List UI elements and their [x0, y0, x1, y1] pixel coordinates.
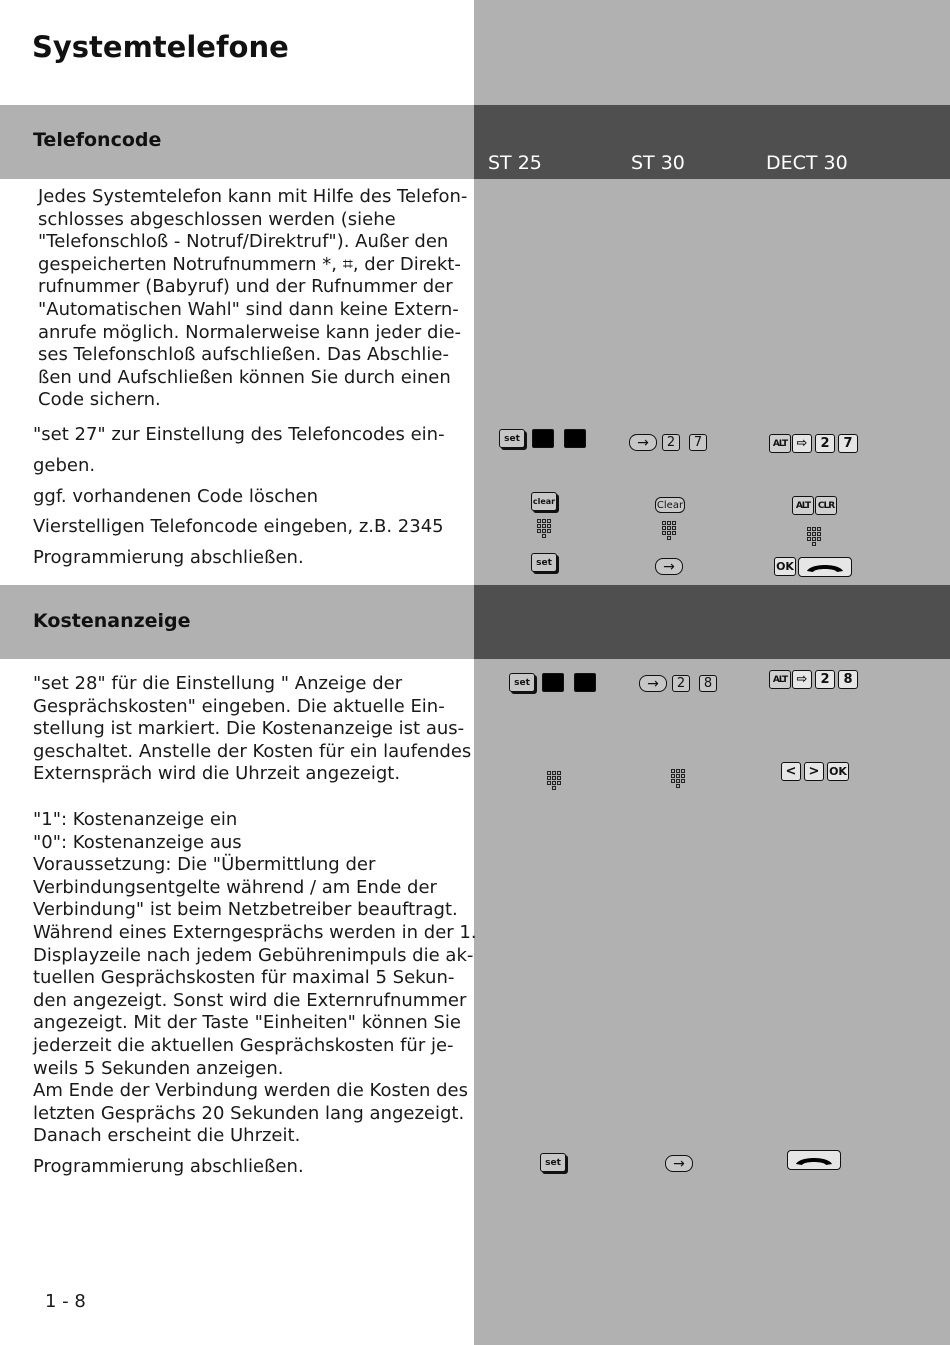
- dect-nav-right-key: >: [804, 762, 824, 781]
- st25-black-key-icon: [564, 429, 586, 448]
- dect-hangup-key: [798, 557, 852, 577]
- st25-black-key-icon: [542, 673, 564, 692]
- step-enter-code: Vierstelligen Telefoncode eingeben, z.B. 2345: [33, 516, 444, 537]
- st30-arrow-key: →: [655, 558, 683, 575]
- page-number: 1 - 8: [45, 1291, 86, 1312]
- dect-key-7: 7: [838, 434, 858, 453]
- st25-keypad-icon: [537, 519, 552, 539]
- st30-key-2: 2: [662, 434, 680, 451]
- handset-icon: [794, 1154, 834, 1166]
- dect-alt-key: ALT: [792, 496, 814, 515]
- column-header-st30: ST 30: [631, 152, 685, 174]
- st30-key-7: 7: [689, 434, 707, 451]
- kostenanzeige-intro: "set 28" für die Einstellung " Anzeige der Gesprächskosten" eingeben. Die aktuelle Ein- stellung ist markiert. Die Kostenanzeige ist aus- geschaltet. Anstelle der Kosten für ein laufendes Externspräch wird die Uhrzeit angezeigt.: [33, 673, 472, 785]
- st30-key-8: 8: [699, 675, 717, 692]
- st25-black-key-icon: [574, 673, 596, 692]
- st30-clear-key: Clear: [655, 497, 685, 513]
- handset-icon: [805, 561, 845, 573]
- dect-menu-arrow-key: ⇨: [792, 670, 812, 689]
- step-finish-programming: Programmierung abschließen.: [33, 547, 304, 568]
- st25-set-key: set: [499, 429, 525, 448]
- st30-key-2: 2: [672, 675, 690, 692]
- dect-alt-key: ALT: [769, 670, 791, 689]
- dect-keypad-icon: [807, 527, 822, 547]
- dect-ok-key: OK: [774, 557, 796, 576]
- kostenanzeige-body: "1": Kostenanzeige ein "0": Kostenanzeige aus Voraussetzung: Die "Übermittlung der Verbindungsentgelte während / am Ende der Verbindung" ist beim Netzbetreiber beauftragt. Während eines Externgesprächs werden in der 1. Displayzeile nach jedem Gebührenimpuls die ak- tuellen Gesprächskosten für maximal 5 Sekun- den angezeigt. Sonst wird die Externrufnummer angezeigt. Mit der Taste "Einheiten" können Sie jederzeit die aktuellen Gesprächskosten für je- weils 5 Sekunden anzeigen. Am Ende der Verbindung werden die Kosten des letzten Gesprächs 20 Sekunden lang angezeigt. Danach erscheint die Uhrzeit.: [33, 809, 477, 1147]
- st30-arrow-key: →: [629, 434, 657, 451]
- dect-key-8: 8: [838, 670, 858, 689]
- st30-keypad-icon: [662, 521, 677, 541]
- dect-hangup-key: [787, 1150, 841, 1170]
- section-title-kostenanzeige: Kostenanzeige: [33, 610, 191, 632]
- st25-set-key: set: [540, 1153, 566, 1172]
- dect-key-2: 2: [815, 434, 835, 453]
- column-header-dect30: DECT 30: [766, 152, 848, 174]
- st30-keypad-icon: [671, 769, 686, 789]
- section-band-telefoncode-right: [474, 105, 950, 179]
- st30-arrow-key: →: [639, 675, 667, 692]
- dect-menu-arrow-key: ⇨: [792, 434, 812, 453]
- dect-nav-left-key: <: [781, 762, 801, 781]
- column-header-st25: ST 25: [488, 152, 542, 174]
- step-set27-line2: geben.: [33, 455, 96, 476]
- section-band-kostenanzeige-right: [474, 585, 950, 659]
- st25-set-key: set: [531, 553, 557, 572]
- st25-set-key: set: [509, 673, 535, 692]
- dect-ok-key: OK: [827, 762, 849, 781]
- dect-alt-key: ALT: [769, 434, 791, 453]
- step-set27-line1: "set 27" zur Einstellung des Telefoncodes ein-: [33, 424, 445, 445]
- st25-keypad-icon: [547, 771, 562, 791]
- page-title: Systemtelefone: [32, 30, 289, 64]
- st25-clear-key: clear: [531, 492, 557, 511]
- st30-arrow-key: →: [665, 1155, 693, 1172]
- section-title-telefoncode: Telefoncode: [33, 129, 162, 151]
- step-clear-code: ggf. vorhandenen Code löschen: [33, 486, 319, 507]
- telefoncode-intro: Jedes Systemtelefon kann mit Hilfe des Telefon- schlosses abgeschlossen werden (siehe "Telefonschloß - Notruf/Direktruf"). Außer den gespeicherten Notrufnummern *, ⌗, der Direkt- rufnummer (Babyruf) und der Rufnummer der "Automatischen Wahl" sind dann keine Extern- anrufe möglich. Normalerweise kann jeder die- ses Telefonschloß aufschließen. Das Abschlie- ßen und Aufschließen können Sie durch einen Code sichern.: [38, 186, 468, 411]
- dect-clr-key: CLR: [815, 496, 837, 515]
- st25-black-key-icon: [532, 429, 554, 448]
- step-finish-programming-2: Programmierung abschließen.: [33, 1156, 304, 1177]
- dect-key-2: 2: [815, 670, 835, 689]
